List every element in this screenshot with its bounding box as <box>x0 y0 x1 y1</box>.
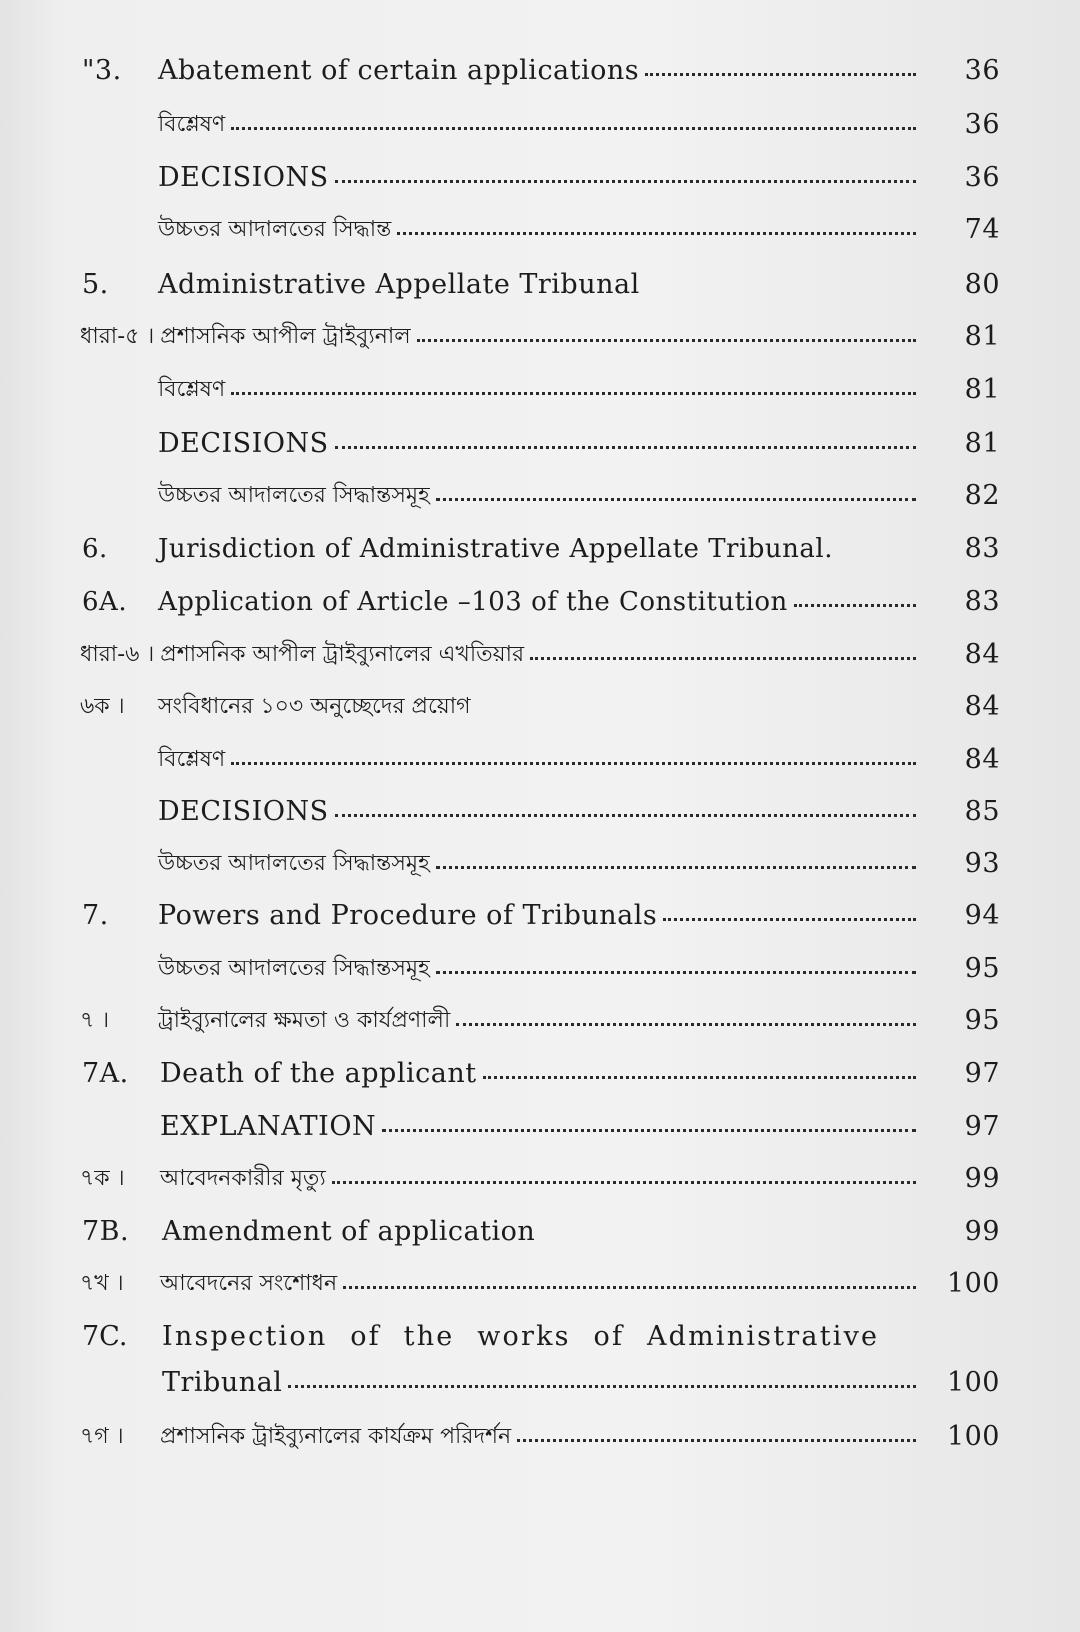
dot-leader <box>794 604 916 607</box>
entry-page: 84 <box>964 744 1000 775</box>
entry-page: 83 <box>964 586 1000 617</box>
toc-entry <box>158 839 1000 879</box>
toc-entry <box>80 682 1000 722</box>
toc-entry <box>82 524 1000 564</box>
entry-page: 97 <box>964 1111 1000 1142</box>
toc-entry <box>82 891 1000 931</box>
dot-leader <box>288 1385 916 1388</box>
entry-page: 36 <box>964 55 1000 86</box>
dot-leader <box>541 1234 916 1237</box>
entry-page: 94 <box>964 900 1000 931</box>
toc-entry <box>158 365 1000 405</box>
dot-leader <box>397 232 916 235</box>
entry-page: 84 <box>964 691 1000 722</box>
dot-leader <box>382 1129 916 1132</box>
dot-leader <box>436 498 916 501</box>
entry-number: ৭খ । <box>80 1271 124 1296</box>
entry-title: Death of the applicant <box>160 1058 477 1089</box>
toc-entry <box>82 1207 1000 1247</box>
entry-title: উচ্চতর আদালতের সিদ্ধান্তসমূহ <box>158 851 430 876</box>
toc-entry <box>80 312 1000 352</box>
entry-number: 7C. <box>82 1321 128 1352</box>
entry-number: ৭ । <box>80 1008 110 1033</box>
entry-title: বিশ্লেষণ <box>158 747 226 772</box>
dot-leader <box>335 180 916 183</box>
toc-entry <box>158 419 1000 459</box>
entry-title: প্রশাসনিক আপীল ট্রাইব্যুনাল <box>160 324 411 349</box>
entry-number: 7B. <box>82 1216 130 1247</box>
toc-entry <box>158 205 1000 245</box>
toc-entry <box>158 944 1000 984</box>
entry-number: ৬ক । <box>80 694 125 719</box>
entry-title: EXPLANATION <box>160 1111 377 1142</box>
entry-title: Abatement of certain applications <box>158 55 640 86</box>
entry-page: 95 <box>964 1005 1000 1036</box>
entry-title: Administrative Appellate Tribunal <box>158 269 640 300</box>
dot-leader <box>436 866 916 869</box>
entry-page: 81 <box>964 321 1000 352</box>
entry-title: আবেদনকারীর মৃত্যু <box>160 1166 326 1191</box>
entry-page: 99 <box>964 1216 1000 1247</box>
entry-title: বিশ্লেষণ <box>158 377 226 402</box>
entry-page: 84 <box>964 639 1000 670</box>
entry-title: সংবিধানের ১০৩ অনুচ্ছেদের প্রয়োগ <box>158 694 471 719</box>
toc-entry <box>158 787 1000 827</box>
entry-page: 100 <box>946 1421 1000 1452</box>
toc-entry <box>158 153 1000 193</box>
dot-leader <box>517 1439 916 1442</box>
entry-number: 6. <box>82 534 108 564</box>
entry-page: 81 <box>964 428 1000 459</box>
toc-entry <box>80 996 1000 1036</box>
dot-leader <box>231 392 916 395</box>
entry-title: প্রশাসনিক ট্রাইব্যুনালের কার্যক্রম পরিদর্শন <box>160 1424 512 1449</box>
dot-leader <box>335 814 916 817</box>
toc-entry <box>82 1049 1000 1089</box>
dot-leader <box>231 762 916 765</box>
entry-number: 5. <box>82 269 109 300</box>
entry-number: 6A. <box>82 587 128 617</box>
dot-leader <box>456 1023 916 1026</box>
toc-entry <box>80 1259 1000 1299</box>
entry-page: 36 <box>964 109 1000 140</box>
entry-title: Jurisdiction of Administrative Appellate Tribunal. <box>158 534 833 564</box>
entry-number: 7. <box>82 900 109 931</box>
toc-entry <box>82 46 1000 86</box>
entry-number: ৭গ । <box>80 1424 124 1449</box>
entry-page: 85 <box>964 796 1000 827</box>
dot-leader <box>335 446 916 449</box>
entry-title: DECISIONS <box>158 162 329 193</box>
entry-title: Amendment of application <box>162 1216 536 1247</box>
entry-title: Powers and Procedure of Tribunals <box>158 900 658 931</box>
entry-number: ধারা-৫ । <box>80 324 155 349</box>
entry-title: DECISIONS <box>158 796 329 827</box>
toc-entry <box>158 100 1000 140</box>
entry-title: ট্রাইব্যুনালের ক্ষমতা ও কার্যপ্রণালী <box>158 1008 451 1033</box>
toc-entry <box>162 1358 1000 1398</box>
toc-entry <box>80 630 1000 670</box>
toc-entry <box>82 577 1000 617</box>
toc-entry <box>82 1312 944 1352</box>
entry-page: 95 <box>964 953 1000 984</box>
entry-number: "3. <box>82 55 122 86</box>
dot-leader <box>343 1286 916 1289</box>
entry-title: আবেদনের সংশোধন <box>160 1271 338 1296</box>
toc-entry <box>160 1102 1000 1142</box>
toc-entry <box>80 1154 1000 1194</box>
entry-page: 81 <box>964 374 1000 405</box>
entry-page: 100 <box>946 1367 1000 1398</box>
dot-leader <box>436 971 916 974</box>
toc-entry <box>158 471 1000 511</box>
entry-number: ৭ক । <box>80 1166 125 1191</box>
entry-title: Application of Article –103 of the Constitution <box>158 587 788 617</box>
dot-leader <box>645 73 916 76</box>
dot-leader <box>530 657 916 660</box>
entry-number: 7A. <box>82 1058 129 1089</box>
toc-entry <box>158 735 1000 775</box>
entry-title: উচ্চতর আদালতের সিদ্ধান্তসমূহ <box>158 483 430 508</box>
entry-page: 82 <box>964 480 1000 511</box>
dot-leader <box>483 1076 916 1079</box>
entry-page: 97 <box>964 1058 1000 1089</box>
dot-leader <box>663 918 916 921</box>
dot-leader <box>477 709 916 712</box>
entry-page: 99 <box>964 1163 1000 1194</box>
entry-title: Tribunal <box>162 1367 283 1398</box>
dot-leader <box>332 1181 916 1184</box>
dot-leader <box>417 339 916 342</box>
entry-page: 93 <box>964 848 1000 879</box>
entry-title: প্রশাসনিক আপীল ট্রাইব্যুনালের এখতিয়ার <box>160 642 525 667</box>
entry-title: DECISIONS <box>158 428 329 459</box>
toc-entry <box>82 260 1000 300</box>
entry-title: উচ্চতর আদালতের সিদ্ধান্ত <box>158 217 392 242</box>
entry-title: Inspection of the works of Administrative <box>162 1321 880 1352</box>
dot-leader <box>231 127 916 130</box>
entry-page: 36 <box>964 162 1000 193</box>
entry-page: 100 <box>946 1268 1000 1299</box>
toc-entry <box>80 1412 1000 1452</box>
entry-page: 74 <box>964 214 1000 245</box>
entry-number: ধারা-৬ । <box>80 642 155 667</box>
entry-title: উচ্চতর আদালতের সিদ্ধান্তসমূহ <box>158 956 430 981</box>
dot-leader <box>646 287 916 290</box>
entry-page: 80 <box>964 269 1000 300</box>
entry-title: বিশ্লেষণ <box>158 112 226 137</box>
entry-page: 83 <box>964 533 1000 564</box>
dot-leader <box>839 551 916 554</box>
